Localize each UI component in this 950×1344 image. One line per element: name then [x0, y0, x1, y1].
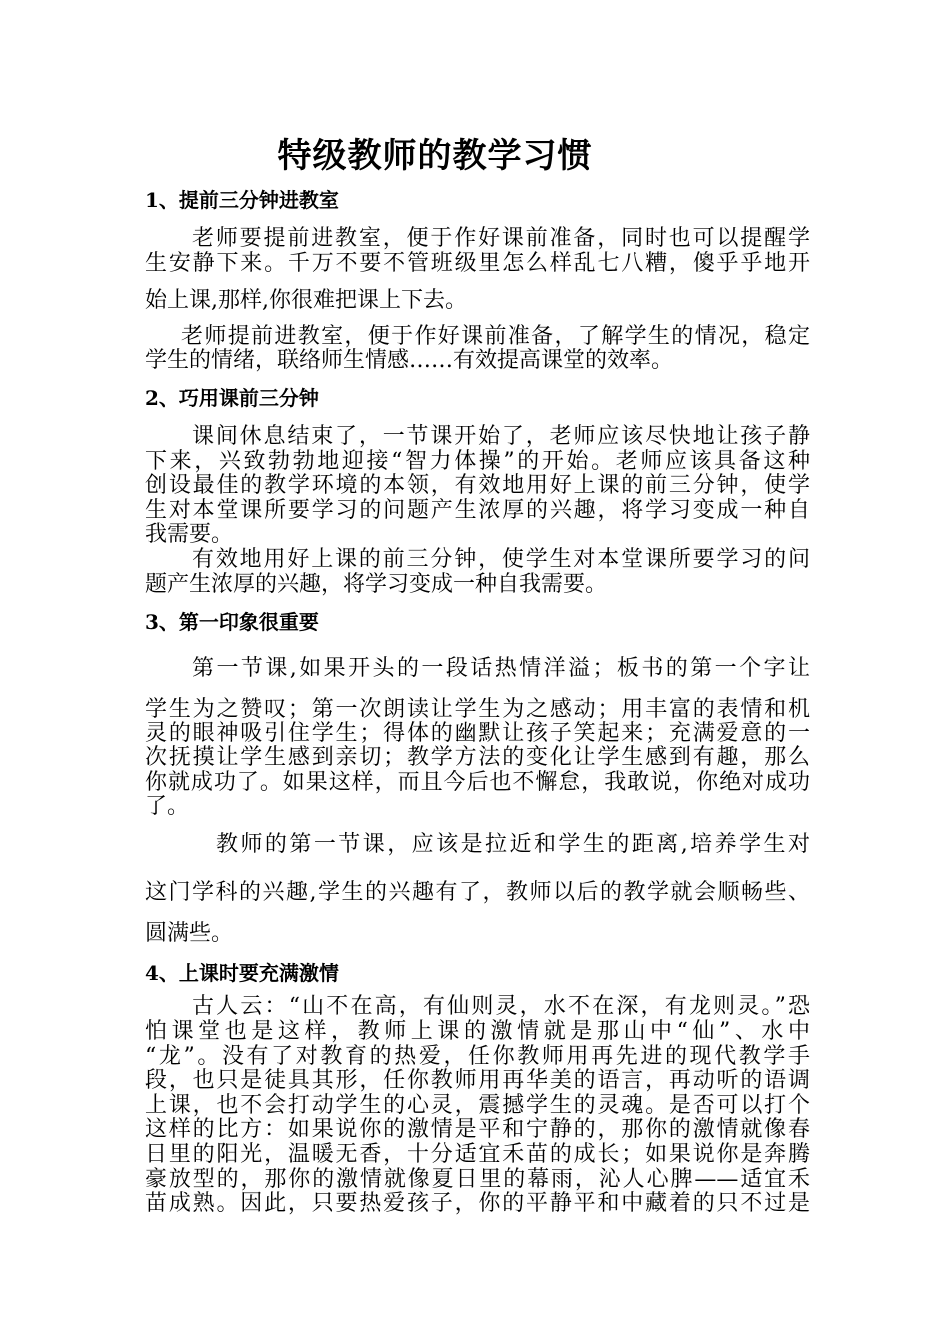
paragraph-line: 次抚摸让学生感到亲切；教学方法的变化让学生感到有趣，那么 [145, 745, 810, 770]
paragraph-line: 日里的阳光，温暖无香，十分适宜禾苗的成长；如果说你是奔腾 [145, 1142, 810, 1167]
paragraph-line: 你就成功了。如果这样，而且今后也不懈怠，我敢说，你绝对成功 [145, 770, 810, 795]
paragraph-line: 怕课堂也是这样，教师上课的激情就是那山中“仙”、水中 [145, 1019, 810, 1044]
paragraph-line: 上课，也不会打动学生的心灵，震撼学生的灵魂。是否可以打个 [145, 1093, 810, 1118]
paragraph-line: 生对本堂课所要学习的问题产生浓厚的兴趣，将学习变成一种自 [145, 498, 810, 523]
paragraph-line: 老师提前进教室，便于作好课前准备，了解学生的情况，稳定 [181, 324, 810, 349]
paragraph-line: 这门学科的兴趣,学生的兴趣有了，教师以后的教学就会顺畅些、 [145, 880, 810, 905]
paragraph-line: “龙”。没有了对教育的热爱，任你教师用再先进的现代教学手 [145, 1044, 810, 1069]
paragraph-line: 豪放型的，那你的激情就像夏日里的幕雨，沁人心脾——适宜禾 [145, 1167, 810, 1192]
paragraph-line: 古人云：“山不在高，有仙则灵，水不在深，有龙则灵。”恐 [192, 994, 810, 1019]
document-title: 特级教师的教学习惯 [277, 136, 593, 176]
paragraph-line: 生安静下来。千万不要不管班级里怎么样乱七八糟，傻乎乎地开 [145, 251, 810, 276]
paragraph-line: 创设最佳的教学环境的本领，有效地用好上课的前三分钟，使学 [145, 473, 810, 498]
paragraph-line: 段，也只是徒具其形，任你教师用再华美的语言，再动听的语调 [145, 1068, 810, 1093]
paragraph-line: 课间休息结束了，一节课开始了，老师应该尽快地让孩子静 [192, 424, 810, 449]
section-4-heading: 4、上课时要充满激情 [145, 961, 339, 985]
section-2-heading: 2、巧用课前三分钟 [145, 386, 319, 410]
paragraph-line: 我需要。 [145, 522, 234, 547]
paragraph-line: 有效地用好上课的前三分钟，使学生对本堂课所要学习的问 [192, 547, 810, 572]
paragraph-line: 圆满些。 [145, 921, 234, 946]
paragraph-line: 学生的情绪，联络师生情感……有效提高课堂的效率。 [145, 348, 674, 373]
paragraph-line: 始上课,那样,你很难把课上下去。 [145, 288, 467, 313]
paragraph-line: 下来，兴致勃勃地迎接“智力体操”的开始。老师应该具备这种 [145, 449, 810, 474]
paragraph-line: 第一节课,如果开头的一段话热情洋溢；板书的第一个字让 [192, 656, 810, 681]
paragraph-line: 学生为之赞叹；第一次朗读让学生为之感动；用丰富的表情和机 [145, 697, 810, 722]
paragraph-line: 这样的比方：如果说你的激情是平和宁静的，那你的激情就像春 [145, 1117, 810, 1142]
paragraph-line: 老师要提前进教室，便于作好课前准备，同时也可以提醒学 [192, 226, 810, 251]
section-1-heading: 1、提前三分钟进教室 [145, 188, 339, 212]
paragraph-line: 教师的第一节课，应该是拉近和学生的距离,培养学生对 [216, 832, 810, 857]
section-3-heading: 3、第一印象很重要 [145, 610, 319, 634]
paragraph-line: 了。 [145, 794, 190, 819]
paragraph-line: 题产生浓厚的兴趣，将学习变成一种自我需要。 [145, 572, 608, 597]
paragraph-line: 苗成熟。因此，只要热爱孩子，你的平静平和中藏着的只不过是 [145, 1191, 810, 1216]
paragraph-line: 灵的眼神吸引住学生；得体的幽默让孩子笑起来；充满爱意的一 [145, 721, 810, 746]
